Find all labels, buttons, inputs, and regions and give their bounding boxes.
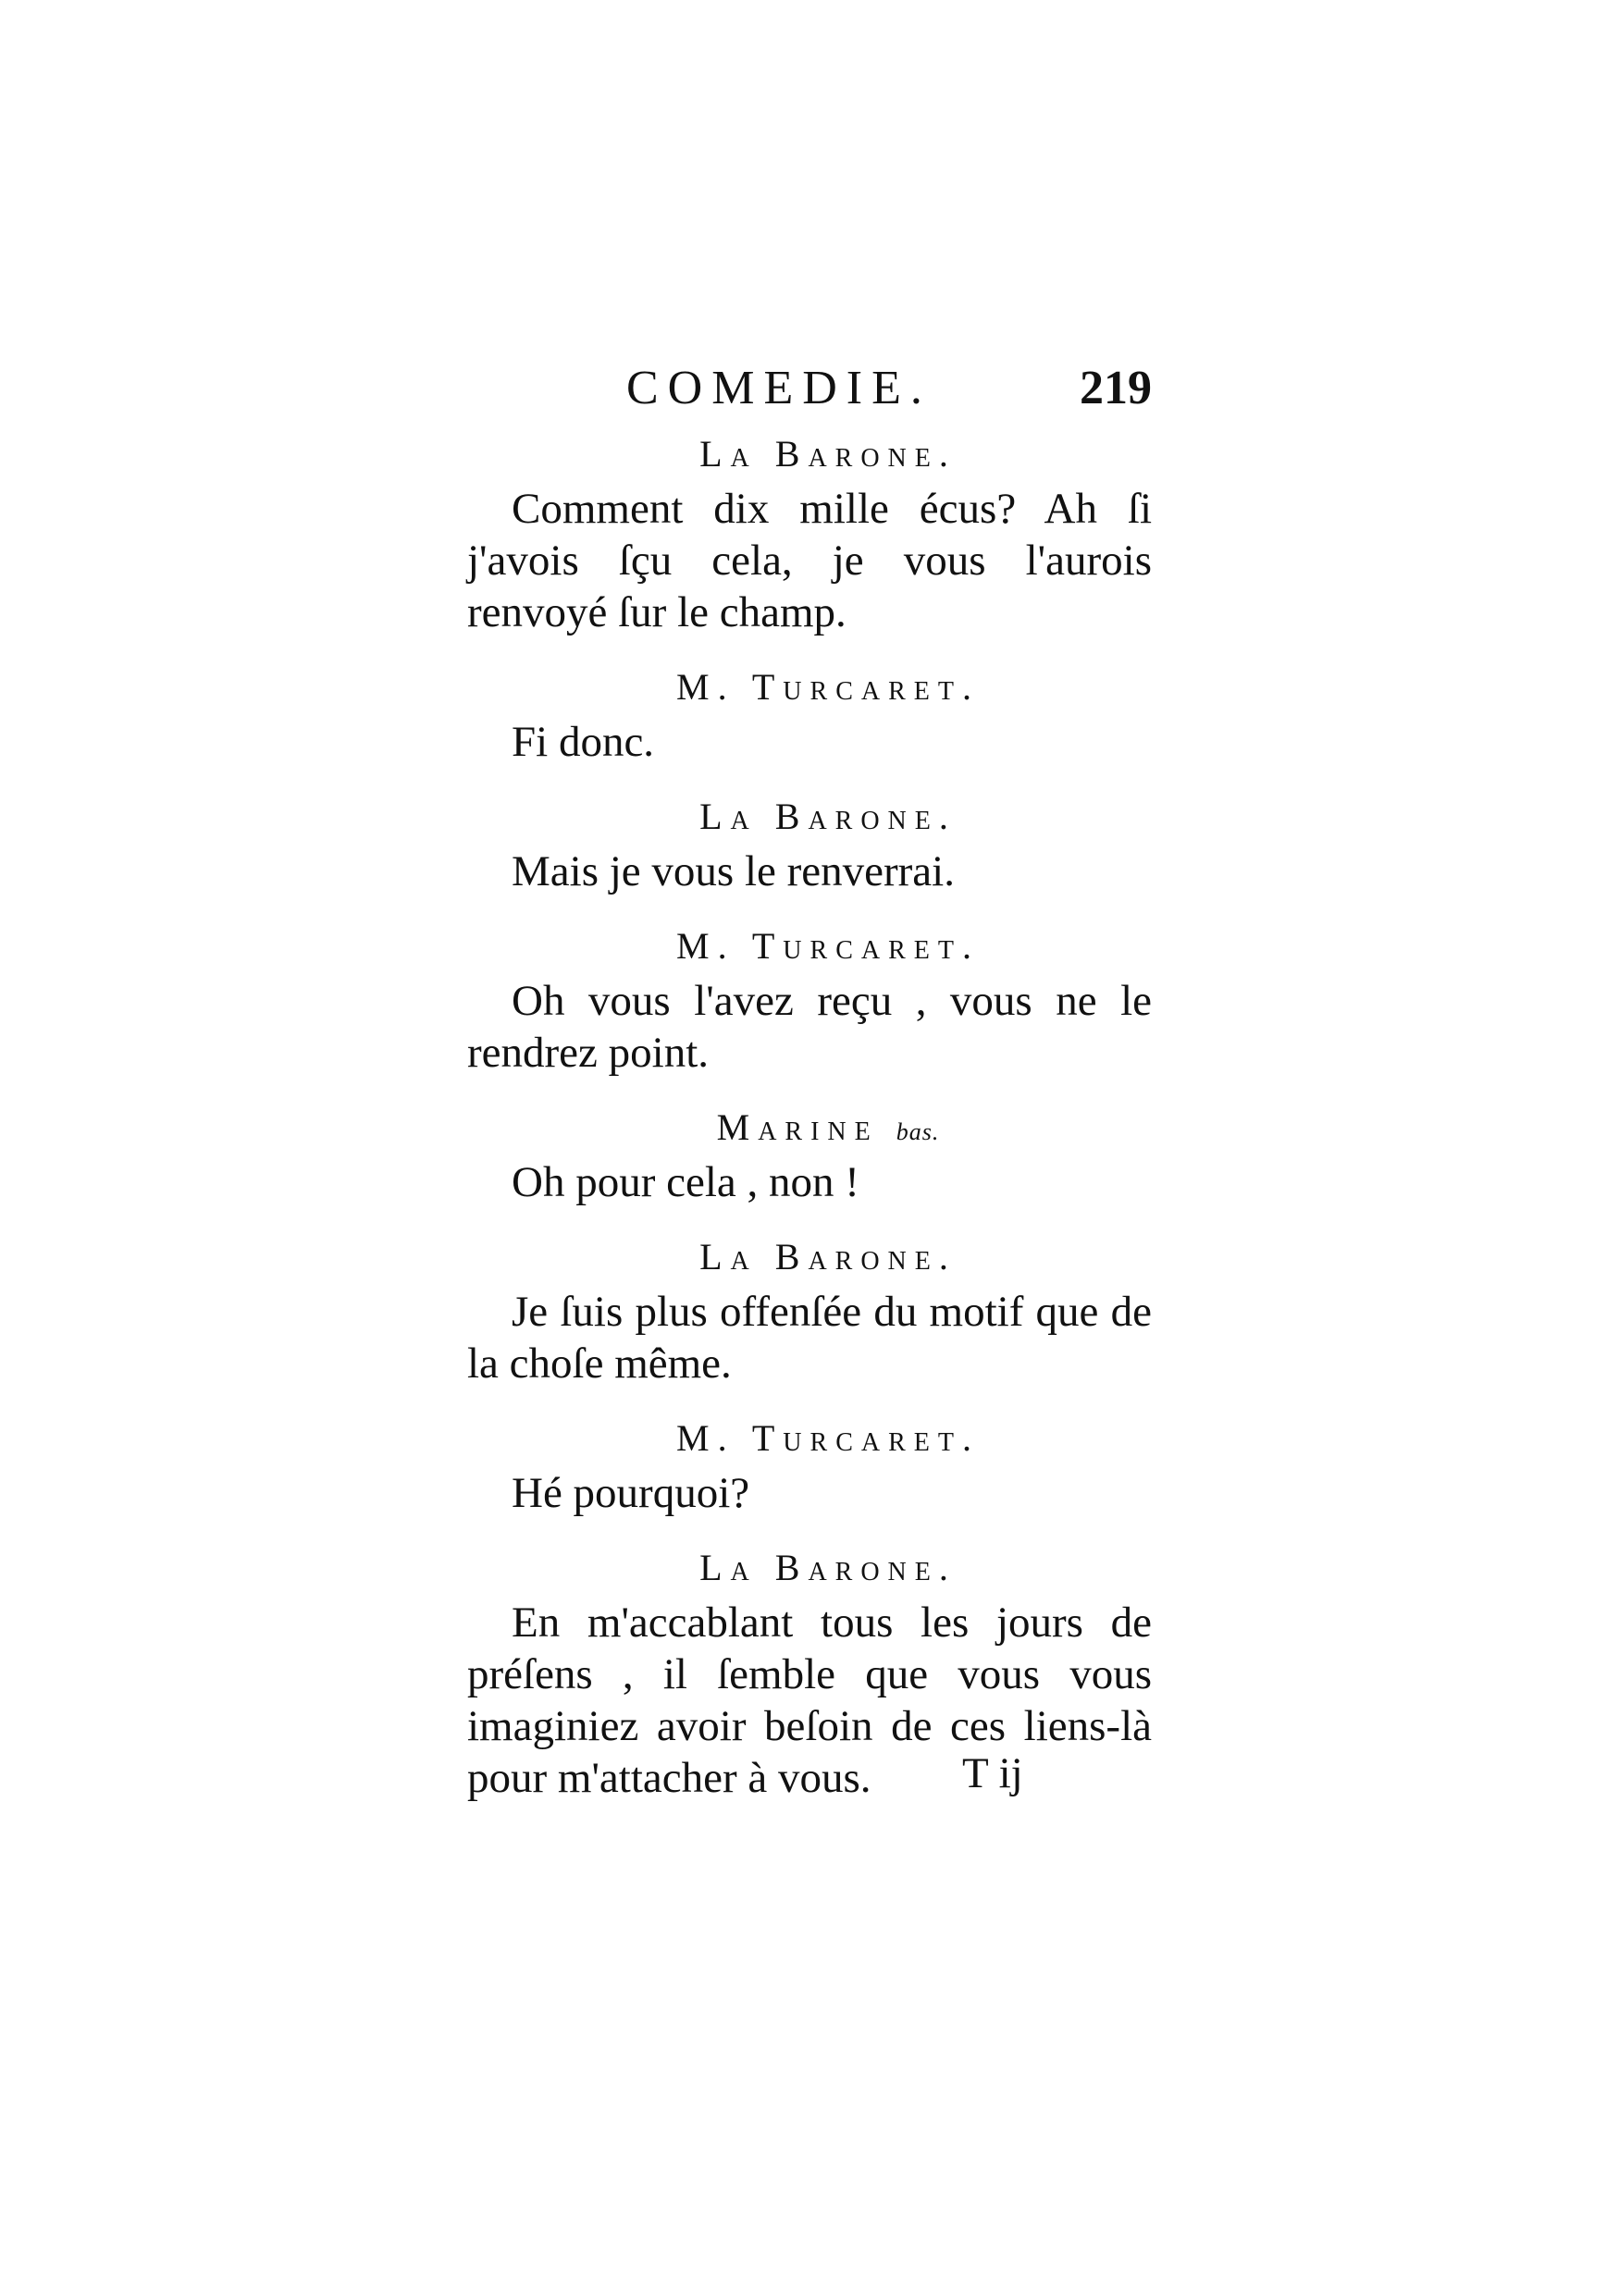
running-title: COMEDIE.: [626, 362, 932, 414]
speech-text: Je ſuis plus offenſée du motif que de la choſe même.: [467, 1288, 1152, 1388]
speech-text: Hé pourquoi?: [512, 1469, 750, 1517]
speaker-name: [467, 1410, 1152, 1467]
speaker-label: Marine: [716, 1106, 879, 1148]
speech-text: Mais je vous le renverrai.: [512, 847, 955, 895]
text-block: [467, 361, 1152, 1824]
speaker-name: [467, 1099, 1152, 1156]
speaker-label: La Barone.: [699, 433, 957, 475]
speaker-name: [467, 918, 1152, 975]
speaker-label: M. Turcaret.: [676, 925, 980, 967]
speaker-name: [467, 788, 1152, 846]
running-head: [467, 361, 1152, 426]
stage-direction: bas.: [896, 1118, 940, 1145]
speaker-name: [467, 659, 1152, 716]
speech-text: Comment dix mille écus? Ah ſi j'avois ſçu cela, je vous l'aurois renvoyé ſur le champ.: [467, 485, 1152, 636]
speaker-label: La Barone.: [699, 1547, 957, 1588]
speech-text: En m'accablant tous les jours de préſens , il ſemble que vous vous imaginiez avoir beſoin de ces liens-là pour m'attacher à vous.: [467, 1599, 1152, 1802]
speaker-label: M. Turcaret.: [676, 1417, 980, 1459]
speech-text: Oh vous l'avez reçu , vous ne le rendrez point.: [467, 977, 1152, 1077]
speech-text: Oh pour cela , non !: [512, 1158, 859, 1206]
signature-mark: T ij: [962, 1749, 1023, 1797]
speaker-name: [467, 426, 1152, 483]
speaker-label: M. Turcaret.: [676, 666, 980, 708]
speech-text: Fi donc.: [512, 718, 655, 766]
speaker-label: La Barone.: [699, 1236, 957, 1278]
speaker-name: [467, 1228, 1152, 1286]
speaker-label: La Barone.: [699, 796, 957, 837]
page-number: 219: [1080, 362, 1152, 414]
speaker-name: [467, 1539, 1152, 1597]
